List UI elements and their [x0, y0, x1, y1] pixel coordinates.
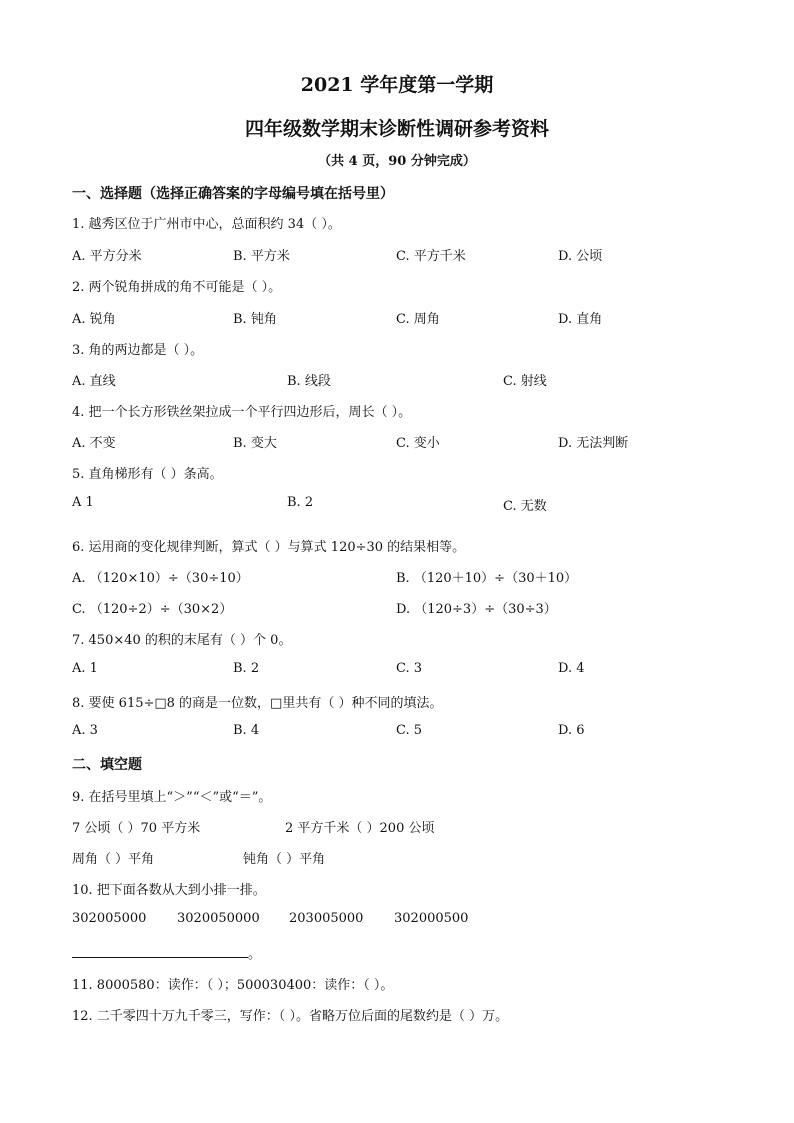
exam-year-title: 2021 学年度第一学期	[300, 74, 494, 96]
question-10: 10. 把下面各数从大到小排一排。	[72, 883, 266, 898]
q10-number: 302000500	[394, 911, 469, 926]
q7-option-c: C. 3	[396, 661, 423, 676]
q3-option-a: A. 直线	[72, 374, 116, 389]
q4-option-b: B. 变大	[233, 436, 277, 451]
section-heading-choice: 一、选择题（选择正确答案的字母编号填在括号里）	[72, 186, 394, 202]
q4-option-d: D. 无法判断	[558, 436, 629, 451]
q1-option-b: B. 平方米	[233, 249, 290, 264]
exam-title: 四年级数学期末诊断性调研参考资料	[244, 118, 549, 140]
q1-option-d: D. 公顷	[558, 249, 603, 264]
q10-number: 3020050000	[177, 911, 260, 926]
q6-option-a: A. （120×10）÷（30÷10）	[72, 571, 249, 586]
q10-number: 203005000	[289, 911, 364, 926]
q9-compare-2: 2 平方千米（ ）200 公顷	[285, 821, 435, 836]
question-5: 5. 直角梯形有（ ）条高。	[72, 467, 223, 482]
q5-option-c: C. 无数	[503, 499, 547, 514]
question-8: 8. 要使 615÷□8 的商是一位数，□里共有（ ）种不同的填法。	[72, 696, 443, 711]
q7-option-d: D. 4	[558, 661, 585, 676]
q10-answer-line	[72, 957, 248, 958]
exam-subtitle: （共 4 页，90 分钟完成）	[318, 154, 476, 169]
q5-option-a: A 1	[72, 495, 94, 510]
q2-option-d: D. 直角	[558, 312, 603, 327]
q4-option-c: C. 变小	[396, 436, 440, 451]
q9-compare-1: 7 公顷（ ）70 平方米	[72, 821, 201, 836]
q8-option-a: A. 3	[72, 723, 98, 738]
question-12: 12. 二千零四十万九千零三，写作：（ ）。省略万位后面的尾数约是（ ）万。	[72, 1009, 509, 1024]
q2-option-a: A. 锐角	[72, 312, 116, 327]
q2-option-c: C. 周角	[396, 312, 440, 327]
q10-number: 302005000	[72, 911, 147, 926]
q1-option-c: C. 平方千米	[396, 249, 466, 264]
q1-option-a: A. 平方分米	[72, 249, 142, 264]
question-2: 2. 两个锐角拼成的角不可能是（ ）。	[72, 280, 282, 295]
q9-compare-4: 钝角（ ）平角	[243, 852, 326, 867]
question-9: 9. 在括号里填上“＞”“＜”或“＝”。	[72, 790, 272, 805]
q7-option-b: B. 2	[233, 661, 260, 676]
q8-option-d: D. 6	[558, 723, 585, 738]
question-11: 11. 8000580：读作：（ ）；500030400：读作：（ ）。	[72, 978, 394, 993]
q8-option-b: B. 4	[233, 723, 260, 738]
question-1: 1. 越秀区位于广州市中心，总面积约 34（ ）。	[72, 217, 341, 232]
q6-option-c: C. （120÷2）÷（30×2）	[72, 602, 233, 617]
q6-option-d: D. （120÷3）÷（30÷3）	[396, 602, 557, 617]
question-6: 6. 运用商的变化规律判断，算式（ ）与算式 120÷30 的结果相等。	[72, 540, 466, 555]
q3-option-c: C. 射线	[503, 374, 547, 389]
q8-option-c: C. 5	[396, 723, 423, 738]
question-3: 3. 角的两边都是（ ）。	[72, 343, 204, 358]
q9-compare-3: 周角（ ）平角	[72, 852, 155, 867]
q5-option-b: B. 2	[287, 495, 314, 510]
question-4: 4. 把一个长方形铁丝架拉成一个平行四边形后，周长（ ）。	[72, 405, 412, 420]
q2-option-b: B. 钝角	[233, 312, 277, 327]
q3-option-b: B. 线段	[287, 374, 331, 389]
q7-option-a: A. 1	[72, 661, 98, 676]
section-heading-fill: 二、填空题	[72, 757, 142, 773]
q4-option-a: A. 不变	[72, 436, 116, 451]
q10-end-mark: 。	[248, 947, 262, 962]
q6-option-b: B. （120＋10）÷（30＋10）	[396, 571, 578, 586]
question-7: 7. 450×40 的积的末尾有（ ）个 0。	[72, 633, 292, 648]
